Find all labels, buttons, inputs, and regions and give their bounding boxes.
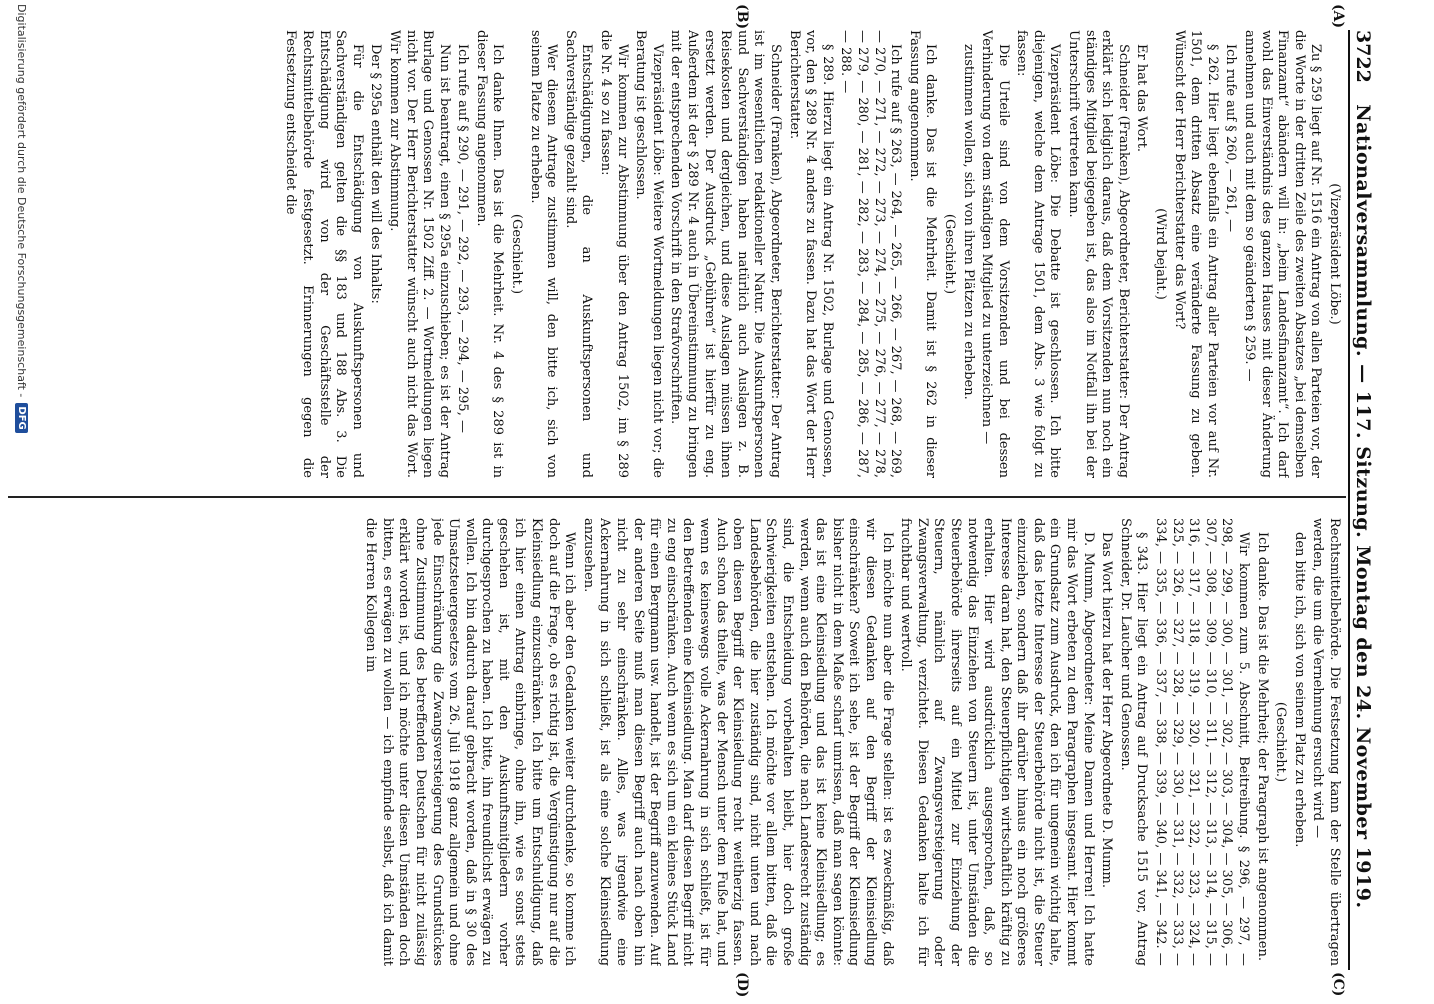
paragraph: Nun ist beantragt, einen § 295a einzuschieben; es ist der Antrag Burlage und Genossen Nr. 1502 Ziff. 2. — Wortmeldungen liegen nicht vor. Der Herr Berichterstatter wünscht auch nicht das Wort. Wir kommen zur Abstimmung. xyxy=(386,30,452,478)
paragraph: Für die Entschädigung von Auskunftspersonen und Sachverständigen gelten die §§ 183 und 188 Abs. 3. Die Entschädigung wird von der Geschäftsstelle der Rechtsmittelbehörde festgesetzt. Erinnerungen gegen die Festsetzung entscheidet die xyxy=(283,30,365,478)
paragraph: (Geschieht.) xyxy=(509,213,525,295)
paragraph: Vizepräsident Löbe: Die Debatte ist geschlossen. Ich bitte diejenigen, welche dem Antrage 1501, dem Abs. 3 wie folgt zu fassen: xyxy=(1014,30,1063,478)
page-header xyxy=(1348,30,1382,970)
paragraph: § 289. Hierzu liegt ein Antrag Nr. 1502, Burlage und Genossen, vor, den § 289 Nr. 4 anders zu fassen. Dazu hat das Wort der Herr Berichterstatter. xyxy=(786,30,835,478)
credit-text: Digitalisierung gefördert durch die Deutsche Forschungsgemeinschaft - xyxy=(15,4,29,398)
paragraph: (Geschieht.) xyxy=(941,213,957,295)
paragraph: Ich danke Ihnen. Das ist die Mehrheit. Nr. 4 des § 289 ist in dieser Fassung angenommen. xyxy=(473,30,506,478)
paragraph: Ich rufe auf § 260, — 261, — xyxy=(1223,44,1239,233)
paragraph: Wir kommen zum 5. Abschnitt, Beitreibung. § 296, — 297, — 298, — 299, — 300, — 301, — 302, — 303, — 304, — 305, — 306, — 307, — 308, — 309, — 310, — 311, — 312, — 313, — 314, — 315, — 316, — 317, — 318, — 319, — 320, — 321, — 322, — 323, — 324, — 325, — 326, — 327, — 328, — 329, — 330, — 331, — 332, — 333, — 334, — 335, — 336, — 337, — 338, — 339, — 340, — 341, — 342. — xyxy=(1153,518,1252,966)
paragraph: § 343. Hier liegt ein Antrag auf Drucksache 1515 vor, Antrag Schneider, Dr. Laucher und Genossen. xyxy=(1117,518,1150,966)
margin-marker-c: (C) xyxy=(1330,972,1346,997)
margin-marker-a: (A) xyxy=(1330,4,1346,29)
paragraph: Das Wort hierzu hat der Herr Abgeordnete D. Mumm. xyxy=(1099,532,1115,888)
paragraph: Ich möchte nun aber die Frage stellen: ist es zweckmäßig, daß wir diesen Gedanken auf den Begriff der Kleinsiedlung einschränken? Soweit ich sehe, ist der Begriff der Kleinsiedlung bisher nicht in dem Maße scharf umrissen, daß man sagen könnte: das ist eine Kleinsiedlung und das ist keine Kleinsiedlung; es werden, wenn auch den Behörden, die nach Landesrecht zuständig sind, die Entscheidung vorbehalten bleibt, hier doch große Schwierigkeiten entstehen. Ich möchte vor allem bitten, daß die Landesbehörden, die hier zuständig sind, nicht unten und nach oben diesen Begriff der Kleinsiedlung recht weitherzig fassen. Auch schon das theilte, was der Mensch unter dem Fuße hat, und wenn es keineswegs volle Ackernahrung in sich schließt, ist für den Betreffenden eine Kleinsiedlung. Man darf diesen Begriff nicht zu eng einschränken. Auch wenn es sich um ein kleines Stück Land für einen Bergmann usw. handelt, ist der Begriff anzuwenden. Auf der anderen Seite muß man diesen Begriff auch nach oben hin nicht zu sehr einschränken. Alles, was irgendwie eine Ackernahrung in sich schließt, ist als eine solche Kleinsiedlung anzusehen. xyxy=(580,518,895,966)
paragraph: (Vizepräsident Löbe.) xyxy=(1327,183,1342,325)
paragraph: § 262. Hier liegt ebenfalls ein Antrag aller Parteien vor auf Nr. 1501, dem dritten Absatz eine veränderte Fassung zu geben. Wünscht der Herr Berichterstatter das Wort? xyxy=(1171,30,1220,478)
paragraph: Der § 295a enthält den will des Inhalts: xyxy=(368,44,384,304)
paragraph: Ich rufe auf § 263, — 264, — 265, — 266, — 267, — 268, — 269, — 270, — 271, — 272, — 273, — 274, — 275, — 276, — 277, — 278, — 279, — 280, — 281, — 282, — 283, — 284, — 285, — 286, — 287, — 288. — xyxy=(838,30,904,478)
left-column xyxy=(12,30,1342,478)
digitization-credit xyxy=(12,0,32,1004)
paragraph: zustimmen wollen, sich von ihren Plätzen zu erheben. xyxy=(960,44,976,400)
paragraph: D. Mumm, Abgeordneter: Meine Damen und Herren! Ich hatte mir das Wort erbeten zu dem Paragraphen insgesamt. Hier kommt ein Grundsatz zum Ausdruck, den ich für ungemein wichtig halte, daß das letzte Interesse der Steuerbehörde nicht ist, die Steuer einzuziehen, sondern daß ihr darüber hinaus ein noch größeres Interesse daran hat, den Steuerpflichtigen wirtschaftlich kräftig zu erhalten. Hier wird ausdrücklich ausgesprochen, daß, so notwendig das Einziehen von Steuern ist, unter Umständen die Steuerbehörde ihrerseits auf ein Mittel zur Einziehung der Steuern, nämlich auf Zwangsversteigerung oder Zwangsverwaltung, verzichtet. Diesen Gedanken halte ich für fruchtbar und wertvoll. xyxy=(898,518,1096,966)
paragraph: Rechtsmittelbehörde. Die Festsetzung kann der Stelle übertragen werden, die um die Vernehmung ersucht wird — xyxy=(1310,518,1342,966)
paragraph: Ich danke. Das ist die Mehrheit; der Paragraph ist angenommen. xyxy=(1254,532,1270,961)
paragraph: Die Urteile sind von dem Vorsitzenden und bei dessen Verhinderung von dem ständigen Mitglied zu unterzeichnen — xyxy=(979,30,1011,478)
paragraph: Vizepräsident Löbe: Weitere Wortmeldungen liegen nicht vor; die Beratung ist geschlossen. xyxy=(633,30,665,478)
page-number: 3722 xyxy=(1352,30,1374,83)
margin-marker-d: (D) xyxy=(734,972,750,998)
paragraph: den bitte ich, sich von seinem Platz zu erheben. xyxy=(1291,532,1307,848)
paragraph: Wir kommen zur Abstimmung über den Antrag 1502, im § 289 die Nr. 4 so zu fassen: xyxy=(598,30,630,478)
paragraph: (Wird bejaht.) xyxy=(1153,208,1169,300)
paragraph: Zu § 259 liegt auf Nr. 1516 ein Antrag von allen Parteien vor, der die Worte in der dritten Zeile des zweiten Absatzes „bei demselben Finanzamt“ abändern will in: „beim Landesfinanzamt“. Ich darf wohl das Einverständnis des ganzen Hauses mit dieser Änderung annehmen und auch mit dem so geänderten § 259. — xyxy=(1242,30,1324,478)
column-divider xyxy=(8,496,1346,498)
paragraph: Er hat das Wort. xyxy=(1134,44,1150,153)
paragraph: Wer diesem Antrage zustimmen will, den bitte ich, sich von seinem Platze zu erheben. xyxy=(527,30,560,478)
right-column xyxy=(12,518,1342,966)
paragraph: (Geschieht.) xyxy=(1273,701,1289,783)
paragraph: Schneider (Franken), Abgeordneter, Berichterstatter: Der Antrag erklärt sich lediglich daraus, daß dem Vorsitzenden nun noch ein ständiges Mitglied beigegeben ist, das also im Notfall ihn bei der Unterschrift vertreten kann. xyxy=(1066,30,1131,478)
paragraph: Schneider (Franken), Abgeordneter, Berichterstatter: Der Antrag ist im wesentlichen redaktioneller Natur. Die Auskunftspersonen und Sachverständigen haben natürlich auch Auslagen z. B. Reisekosten und dergleichen, und diese Auslagen müssen ihnen ersetzt werden. Der Ausdruck „Gebühren“ ist hierfür zu eng. Außerdem ist der § 289 Nr. 4 auch in Übereinstimmung zu bringen mit der entsprechenden Vorschrift in den Strafvorschriften. xyxy=(668,30,783,478)
paragraph: Entschädigungen, die an Auskunftspersonen und Sachverständige gezahlt sind. xyxy=(562,30,595,478)
margin-marker-b: (B) xyxy=(734,4,750,30)
page-title: Nationalversammlung. — 117. Sitzung. Montag den 24. November 1919. xyxy=(1352,104,1374,909)
paragraph: Ich rufe auf § 290, — 291, — 292, — 293, — 294, — 295, — xyxy=(455,44,471,433)
paragraph: Ich danke. Das ist die Mehrheit. Damit ist § 262 in dieser Fassung angenommen. xyxy=(906,30,939,478)
paragraph: Wenn ich aber den Gedanken weiter durchdenke, so komme ich doch auf die Frage, ob es richtig ist, die Vergünstigung nur auf die Kleinsiedlung einzuschränken. Ich bitte um Entschuldigung, daß ich hier einen Antrag einbringe, ohne ihn, wie es sonst stets geschehen ist, mit den Auskunftsmitgliedern vorher durchgesprochen zu haben. Ich bitte, ihn freundlichst erwägen zu wollen. Ich bin dadurch darauf gebracht worden, daß in § 30 des Umsatzsteuergesetzes vom 26. Juli 1918 ganz allgemein und ohne jede Einschränkung die Zwangsversteigerung des Grundstückes ohne Zustimmung des betreffenden Deutschen für nicht zulässig erklärt worden ist, und ich möchte unter diesen Umständen doch bitten, es erwägen zu wollen — ich empfinde selbst, daß ich damit die Herren Kollegen im xyxy=(363,518,578,966)
dfg-logo: DFG xyxy=(16,403,29,432)
